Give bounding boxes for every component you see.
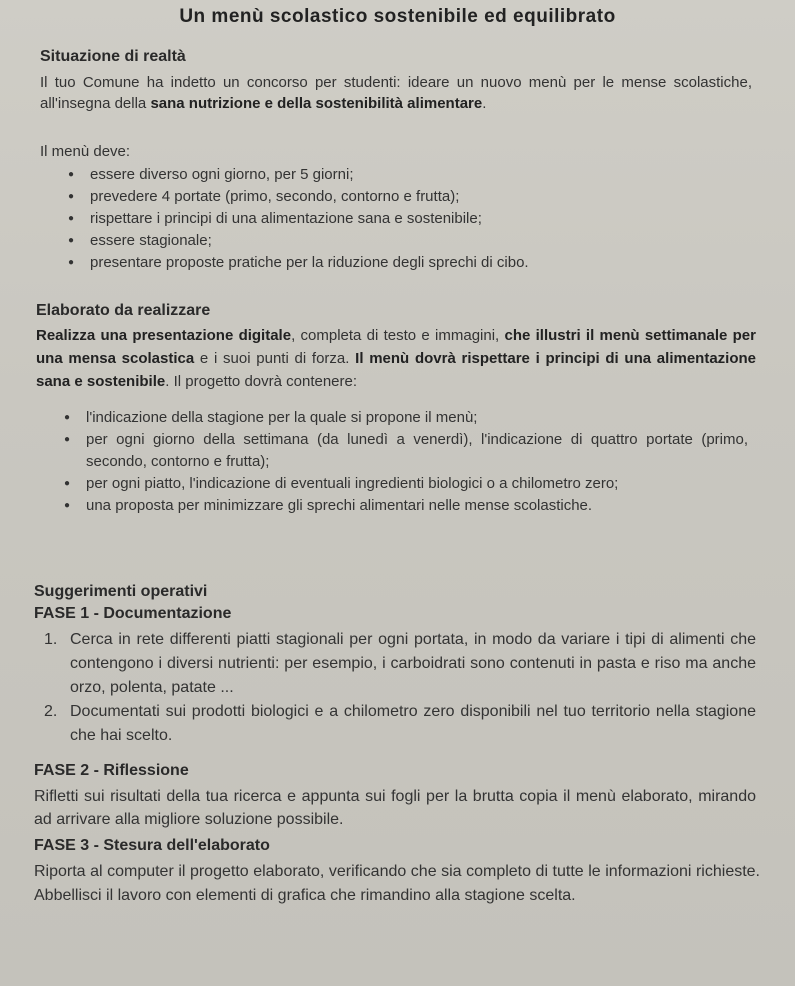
page-title: Un menù scolastico sostenibile ed equilibrato xyxy=(179,6,616,27)
list-item: ● per ogni piatto, l'indicazione di eventuali ingredienti biologici o a chilometro zero; xyxy=(64,473,748,495)
section-heading-elaborato: Elaborato da realizzare xyxy=(36,302,211,319)
situazione-list xyxy=(68,164,758,274)
elaborato-text-c: che illustri il menù settimanale per una mensa scolastica xyxy=(36,327,756,367)
list-item: ● l'indicazione della stagione per la quale si propone il menù; xyxy=(64,407,748,429)
fase3-text: Riporta al computer il progetto elaborato, verificando che sia completo di tutte le informazioni richieste. Abbellisci il lavoro con elementi di grafica che rimandino alla stagione scelta. xyxy=(34,863,760,904)
item-text: Documentati sui prodotti biologici e a chilometro zero disponibili nel tuo territorio nella stagione che hai scelto. xyxy=(70,703,756,744)
list-item xyxy=(44,628,756,700)
elaborato-text-e: Il menù dovrà rispettare i principi di una alimentazione sana e sostenibile xyxy=(36,350,757,390)
elaborato-list xyxy=(64,407,748,517)
list-item: ● una proposta per minimizzare gli sprechi alimentari nelle mense scolastiche. xyxy=(64,495,748,517)
fase2-heading: FASE 2 - Riflessione xyxy=(34,762,189,779)
elaborato-text-a: Realizza una presentazione digitale xyxy=(36,327,292,344)
situazione-text-b: sana nutrizione e della sostenibilità alimentare xyxy=(150,95,483,112)
fase3-heading: FASE 3 - Stesura dell'elaborato xyxy=(34,837,270,854)
list-item: ● essere stagionale; xyxy=(68,230,758,252)
elaborato-text-b: , completa di testo e immagini, xyxy=(291,327,505,344)
fase2-text: Rifletti sui risultati della tua ricerca e appunta sui fogli per la brutta copia il menù elaborato, mirando ad arrivare alla migliore soluzione possibile. xyxy=(34,788,756,828)
section-heading-situazione: Situazione di realtà xyxy=(40,48,186,65)
list-item xyxy=(44,700,756,748)
list-item: ● essere diverso ogni giorno, per 5 giorni; xyxy=(68,164,758,186)
list-item: ● rispettare i principi di una alimentazione sana e sostenibile; xyxy=(68,208,758,230)
elaborato-paragraph xyxy=(36,324,756,393)
item-number: 1. xyxy=(44,631,58,648)
list-item: ● prevedere 4 portate (primo, secondo, contorno e frutta); xyxy=(68,186,758,208)
situazione-text-a: Il tuo Comune ha indetto un concorso per studenti: ideare un nuovo menù per le mense scolastiche, all'insegna della xyxy=(40,74,752,112)
situazione-text-c: . xyxy=(482,95,487,112)
elaborato-text-d: e i suoi punti di forza. xyxy=(194,350,356,367)
item-number: 2. xyxy=(44,703,58,720)
list-item: ● per ogni giorno della settimana (da lunedì a venerdì), l'indicazione di quattro portate (primo, secondo, contorno e frutta); xyxy=(64,429,748,473)
situazione-intro: Il menù deve: xyxy=(40,143,131,160)
elaborato-text-f: . Il progetto dovrà contenere: xyxy=(165,373,358,390)
fase1-list xyxy=(44,628,756,748)
section-heading-suggerimenti: Suggerimenti operativi xyxy=(34,583,208,600)
fase1-heading: FASE 1 - Documentazione xyxy=(34,605,232,622)
situazione-paragraph xyxy=(40,72,752,114)
list-item: ● presentare proposte pratiche per la riduzione degli sprechi di cibo. xyxy=(68,252,758,274)
item-text: Cerca in rete differenti piatti stagionali per ogni portata, in modo da variare i tipi di alimenti che contengono i diversi nutrienti: per esempio, i carboidrati sono contenuti in pasta e riso ma anche orzo, polenta, patate ... xyxy=(70,631,756,696)
